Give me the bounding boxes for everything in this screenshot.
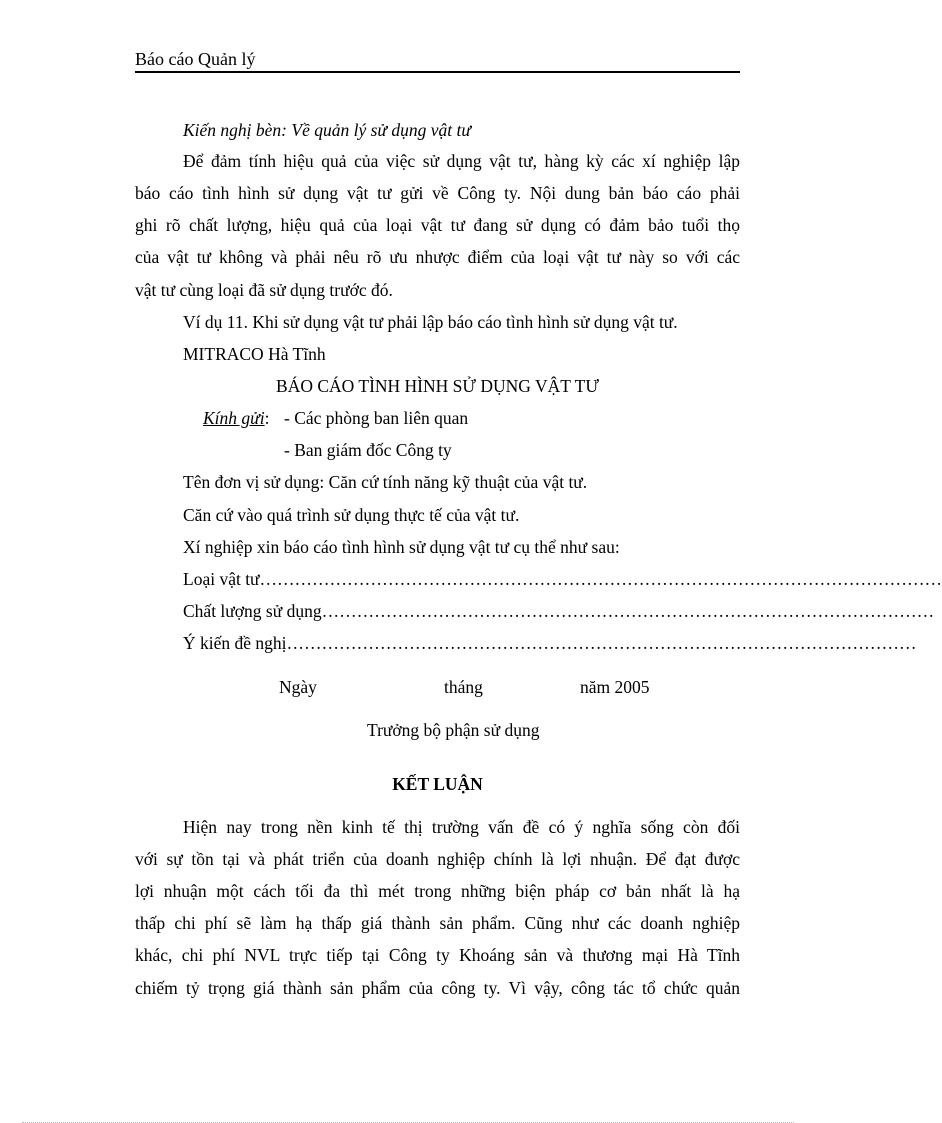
field-material-type: Loại vật tư………………………………………………………………………………………………………	[183, 569, 942, 589]
date-day: Ngày	[279, 677, 317, 697]
conclusion-line: thấp chi phí sẽ làm hạ thấp giá thành sản phẩm. Cũng như các doanh nghiệp	[135, 913, 740, 933]
conclusion-line: chiếm tỷ trọng giá thành sản phẩm của công ty. Vì vậy, công tác tổ chức quản	[135, 978, 740, 998]
report-line: Xí nghiệp xin báo cáo tình hình sử dụng vật tư cụ thể như sau:	[183, 537, 620, 557]
conclusion-line: lợi nhuận một cách tối đa thì mét trong những biện pháp cơ bản nhất là hạ	[135, 881, 740, 901]
field-usage-quality: Chất lượng sử dụng……………………………………………………………………………………………	[183, 601, 935, 621]
company-name: MITRACO Hà Tĩnh	[183, 344, 326, 364]
addressee-item: - Các phòng ban liên quan	[284, 408, 469, 428]
report-line: Căn cứ vào quá trình sử dụng thực tế của vật tư.	[183, 505, 520, 525]
signer-title: Trưởng bộ phận sử dụng	[367, 720, 540, 740]
conclusion-line: Hiện nay trong nền kinh tế thị trường vấn đề có ý nghĩa sống còn đối	[183, 817, 740, 837]
conclusion-title: KẾT LUẬN	[392, 774, 483, 794]
paragraph-line: báo cáo tình hình sử dụng vật tư gửi về Công ty. Nội dung bản báo cáo phải	[135, 183, 740, 203]
addressee-label	[203, 406, 269, 430]
report-title: BÁO CÁO TÌNH HÌNH SỬ DỤNG VẬT TƯ	[276, 376, 599, 396]
paragraph-line: của vật tư không và phải nêu rõ ưu nhược điểm của loại vật tư này so với các	[135, 247, 740, 267]
example-line: Ví dụ 11. Khi sử dụng vật tư phải lập báo cáo tình hình sử dụng vật tư.	[183, 312, 678, 332]
addressee-item: - Ban giám đốc Công ty	[284, 440, 452, 460]
header-title: Báo cáo Quản lý	[135, 49, 256, 69]
conclusion-line: khác, chi phí NVL trực tiếp tại Công ty Khoáng sản và thương mại Hà Tĩnh	[135, 945, 740, 965]
conclusion-line: với sự tồn tại và phát triển của doanh nghiệp chính là lợi nhuận. Để đạt được	[135, 849, 740, 869]
recommendation-title: Kiến nghị bèn: Về quản lý sử dụng vật tư	[183, 120, 471, 140]
date-year: năm 2005	[580, 677, 650, 697]
paragraph-line: Để đảm tính hiệu quả của việc sử dụng vật tư, hàng kỳ các xí nghiệp lập	[183, 151, 740, 171]
field-recommendation: Ý kiến đề nghị………………………………………………………………………………………………	[183, 633, 917, 653]
paragraph-line: vật tư cùng loại đã sử dụng trước đó.	[135, 280, 393, 300]
addressee-label-text: Kính gửi	[203, 408, 265, 428]
paragraph-line: ghi rõ chất lượng, hiệu quả của loại vật tư đang sử dụng có đảm bảo tuổi thọ	[135, 215, 740, 235]
page-header	[135, 48, 740, 73]
date-month: tháng	[444, 677, 483, 697]
addressee-colon: :	[264, 408, 270, 428]
report-line: Tên đơn vị sử dụng: Căn cứ tính năng kỹ thuật của vật tư.	[183, 472, 588, 492]
